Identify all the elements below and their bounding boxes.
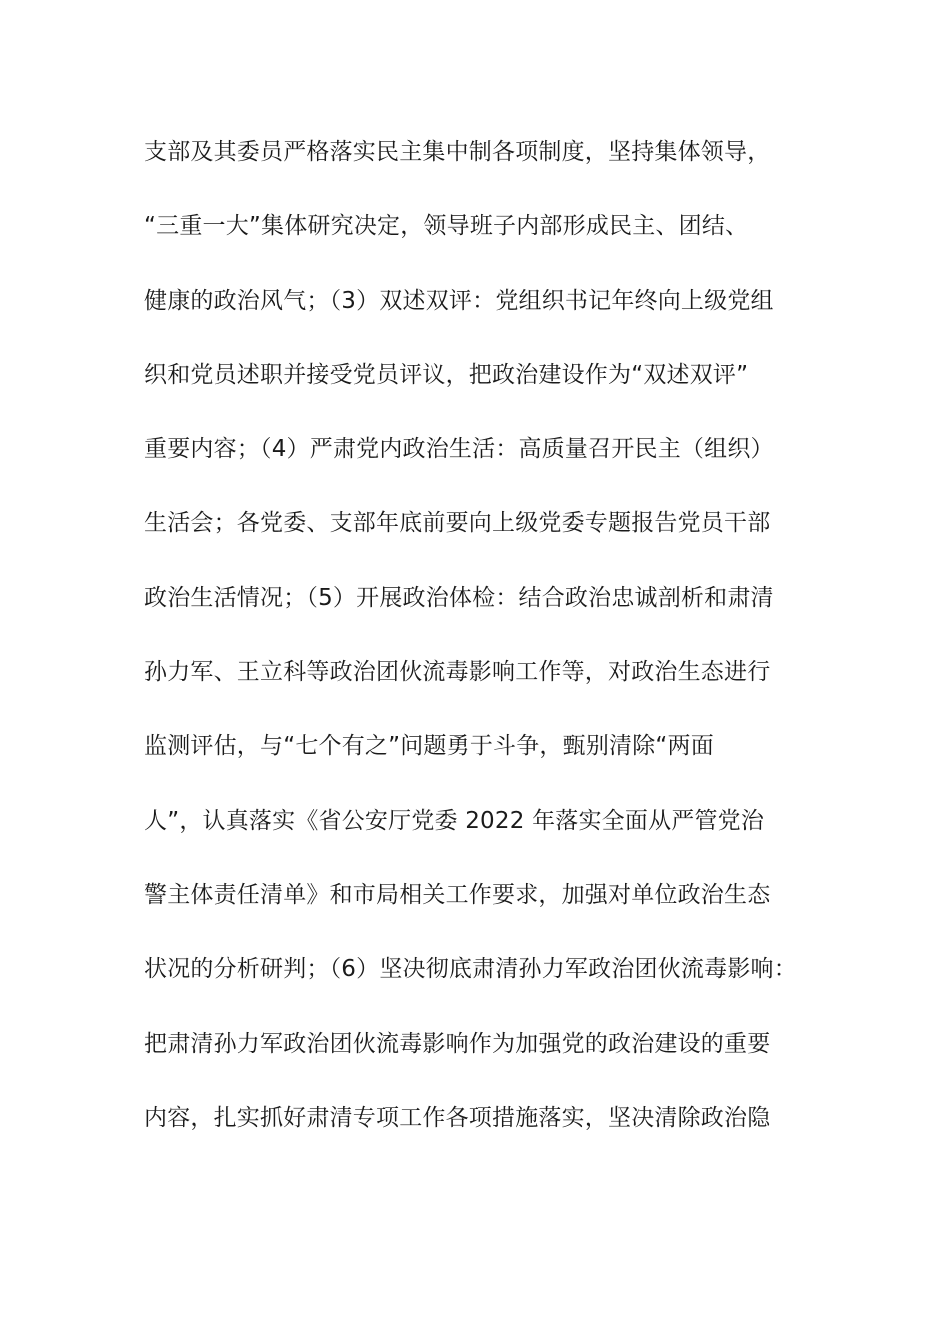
text-line: 状况的分析研判；（6）坚决彻底肃清孙力军政治团伙流毒影响： (144, 956, 797, 983)
text-line: 生活会；各党委、支部年底前要向上级党委专题报告党员干部 (144, 510, 771, 537)
text-line: 重要内容；（4）严肃党内政治生活：高质量召开民主（组织） (144, 436, 774, 463)
body-paragraph (144, 130, 824, 1170)
text-line: 政治生活情况；（5）开展政治体检：结合政治忠诚剖析和肃清 (144, 584, 774, 611)
text-line: 监测评估，与“七个有之”问题勇于斗争，甄别清除“两面 (144, 733, 714, 760)
text-line: 人”，认真落实《省公安厅党委 2022 年落实全面从严管党治 (144, 807, 765, 834)
text-line: “三重一大”集体研究决定，领导班子内部形成民主、团结、 (144, 213, 749, 240)
text-line: 内容，扎实抓好肃清专项工作各项措施落实，坚决清除政治隐 (144, 1104, 771, 1131)
text-line: 织和党员述职并接受党员评议，把政治建设作为“双述双评” (144, 361, 749, 388)
text-line: 警主体责任清单》和市局相关工作要求，加强对单位政治生态 (144, 881, 771, 908)
text-line: 把肃清孙力军政治团伙流毒影响作为加强党的政治建设的重要 (144, 1030, 771, 1057)
text-line: 支部及其委员严格落实民主集中制各项制度，坚持集体领导， (144, 139, 771, 165)
text-line: 健康的政治风气；（3）双述双评：党组织书记年终向上级党组 (144, 287, 774, 314)
text-line: 孙力军、王立科等政治团伙流毒影响工作等，对政治生态进行 (144, 659, 771, 686)
